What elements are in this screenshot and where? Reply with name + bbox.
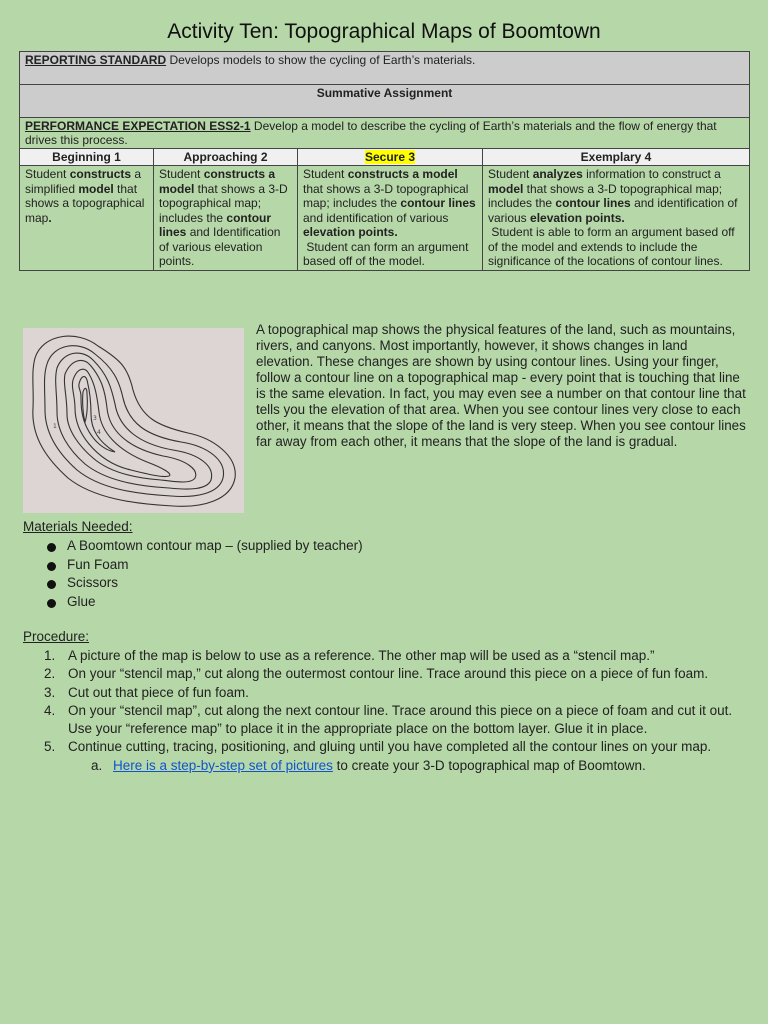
text: a simplified (25, 167, 142, 196)
materials-item-text: Scissors (67, 575, 119, 591)
bold-text: model (488, 181, 524, 196)
bullet-icon (47, 543, 56, 552)
intro-paragraph: A topographical map shows the physical features of the land, such as mountains, rivers, and canyons. Most importantly, however, it shows changes in land elevation. These changes are shown by using contour lines. Using your finger, follow a contour line on a topographical map - every point that is touching that line is the same elevation. In fact, you may even see a number on that contour line that tells you the elevation of that area. When you see contour lines very close to each other, it means that the slope of the land is very steep. When you see contour lines far away from each other, it means that the slope of the land is gradual. (256, 322, 746, 449)
list-item (23, 574, 363, 593)
text: that shows a 3-D topographical map; includes the (303, 181, 469, 210)
step-text: Continue cutting, tracing, positioning, and gluing until you have completed all the contour lines on your map. (68, 739, 712, 755)
contour-map-photo (23, 328, 244, 513)
step-by-step-pictures-link[interactable]: Here is a step-by-step set of pictures (113, 757, 333, 773)
step-text: A picture of the map is below to use as a reference. The other map will be used as a “stencil map.” (68, 648, 655, 663)
text: and identification of various (303, 210, 449, 225)
reporting-standard-cell (20, 52, 750, 85)
bold-text: elevation points. (530, 210, 625, 225)
materials-list (23, 537, 363, 612)
bold-text: analyzes (532, 167, 583, 181)
materials-item-text: A Boomtown contour map – (supplied by teacher) (67, 538, 363, 553)
bold-text: constructs a model (347, 167, 458, 181)
text: that shows a 3-D topographical map; includes the (159, 181, 288, 225)
materials-heading: Materials Needed: (23, 519, 133, 534)
beginning-description (20, 166, 154, 271)
bullet-icon (47, 562, 56, 571)
list-item (23, 702, 748, 739)
approaching-description (154, 166, 298, 271)
step-number: 2. (44, 666, 56, 682)
list-item (23, 647, 748, 665)
procedure-list (23, 647, 748, 775)
header-exemplary: Exemplary 4 (483, 149, 750, 166)
list-item (23, 556, 363, 575)
bullet-icon (47, 599, 56, 608)
secure-description (298, 166, 483, 271)
list-item (23, 684, 748, 702)
list-item (23, 593, 363, 612)
svg-text:4: 4 (97, 429, 101, 436)
bold-text: constructs a model (159, 167, 276, 196)
text: Student (303, 167, 348, 181)
text: Student (159, 167, 204, 181)
text: Student (25, 167, 70, 181)
header-approaching: Approaching 2 (154, 149, 298, 166)
bullet-icon (47, 580, 56, 589)
step-text: On your “stencil map”, cut along the next contour line. Trace around this piece on a piece of foam and cut it out. Use your “reference map” to place it in the appropriate place on the bottom layer. Glue it in place. (68, 702, 733, 737)
step-text: to create your 3-D topographical map of Boomtown. (332, 757, 646, 773)
list-item (23, 537, 363, 556)
header-secure-label: Secure 3 (364, 150, 416, 164)
list-item (23, 738, 748, 756)
page-title: Activity Ten: Topographical Maps of Boomtown (167, 20, 601, 43)
text: and Identification of various elevation points. (159, 225, 281, 268)
text: and identification of various (488, 196, 738, 225)
svg-text:1: 1 (53, 423, 57, 430)
text: information to construct a (582, 167, 721, 181)
list-item (23, 665, 748, 683)
procedure-heading: Procedure: (23, 629, 90, 644)
exemplary-description (483, 166, 750, 271)
performance-expectation-label: PERFORMANCE EXPECTATION ESS2-1 (25, 119, 251, 133)
bold-text: contour lines (555, 196, 631, 210)
reporting-standard-text: Develops models to show the cycling of Earth’s materials. (166, 53, 476, 67)
list-item (23, 757, 748, 775)
step-number: a. (91, 757, 103, 773)
step-number: 3. (44, 684, 56, 700)
header-secure (298, 149, 483, 166)
text: Student (488, 167, 533, 181)
summative-assignment-heading: Summative Assignment (20, 85, 750, 118)
header-beginning: Beginning 1 (20, 149, 154, 166)
text: Student is able to form an argument based off of the model and extends to include the significance of the locations of contour lines. (488, 225, 735, 268)
bold-text: contour lines (159, 210, 272, 239)
step-text: Cut out that piece of fun foam. (68, 684, 249, 700)
materials-item-text: Glue (67, 594, 96, 610)
reporting-standard-label: REPORTING STANDARD (25, 53, 167, 67)
text: that shows a topographical map (25, 181, 145, 225)
step-number: 4. (44, 702, 56, 718)
performance-expectation-text: Develop a model to describe the cycling of Earth’s materials and the flow of energy that drives this process. (25, 119, 717, 147)
step-text: On your “stencil map,” cut along the outermost contour line. Trace around this piece on a piece of fun foam. (68, 666, 709, 682)
step-number: 1. (44, 648, 56, 663)
bold-text: contour lines (400, 196, 476, 210)
rubric-table (19, 51, 750, 271)
svg-text:3: 3 (93, 415, 97, 422)
performance-expectation-cell (20, 118, 750, 149)
text: that shows a 3-D topographical map; includes the (488, 181, 723, 210)
bold-text: . (48, 210, 52, 225)
bold-text: model (78, 181, 114, 196)
bold-text: elevation points. (303, 225, 398, 239)
text: Student can form an argument based off of the model. (303, 239, 469, 268)
step-number: 5. (44, 739, 56, 755)
materials-item-text: Fun Foam (67, 556, 129, 572)
bold-text: constructs (69, 167, 132, 181)
